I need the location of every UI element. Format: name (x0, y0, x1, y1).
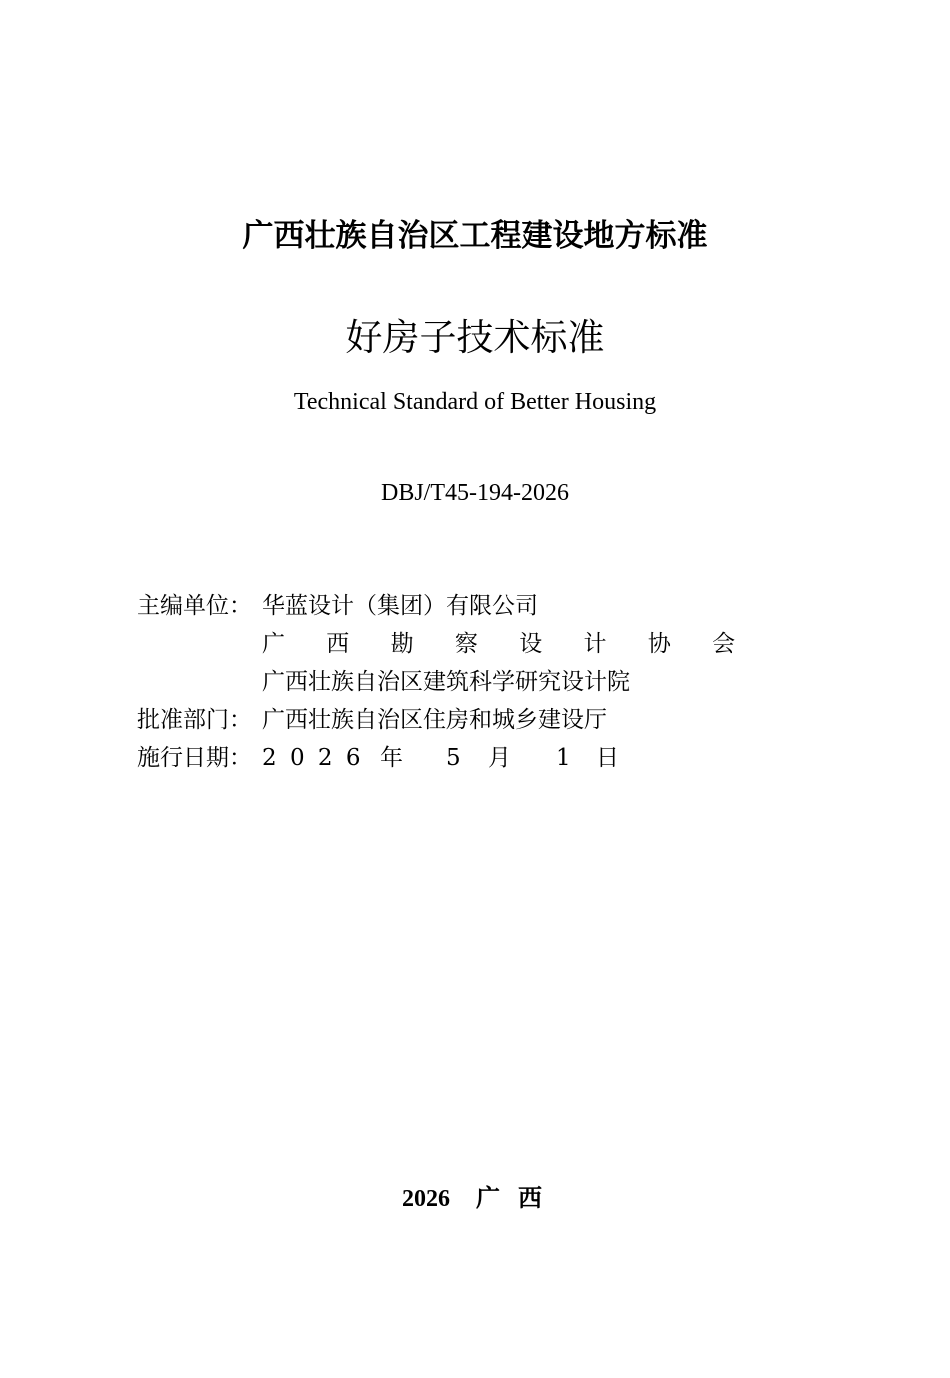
approval-label: 批准部门： (137, 707, 252, 733)
approval-department: 广西壮族自治区住房和城乡建设厅 (262, 707, 607, 733)
effective-month-unit: 月 (488, 745, 511, 771)
document-title: 好房子技术标准 (345, 316, 605, 359)
effective-year-unit: 年 (380, 745, 403, 771)
approval-row (137, 701, 607, 739)
publication-footer (0, 1183, 950, 1215)
publication-place: 广 西 (476, 1186, 548, 1212)
effective-date (262, 745, 619, 771)
chief-editor-1: 华蓝设计（集团）有限公司 (262, 593, 538, 619)
effective-date-label: 施行日期： (137, 745, 252, 771)
effective-year: 2 0 2 6 (262, 745, 364, 771)
standard-code: DBJ/T45-194-2026 (381, 480, 569, 506)
chief-editor-3 (262, 663, 630, 701)
chief-editor-2 (262, 625, 752, 663)
chief-editor-label: 主编单位： (137, 593, 252, 619)
effective-day-unit: 日 (596, 745, 619, 771)
effective-date-row (137, 739, 619, 777)
series-title: 广西壮族自治区工程建设地方标准 (242, 218, 708, 254)
chief-editor-row (137, 587, 538, 625)
publication-year: 2026 (402, 1186, 450, 1212)
english-title: Technical Standard of Better Housing (293, 389, 657, 415)
chief-editor-2-text: 广 西 勘 察 设 计 协 会 (262, 631, 753, 657)
effective-day: 1 (556, 745, 571, 771)
chief-editor-3-text: 广西壮族自治区建筑科学研究设计院 (262, 669, 630, 695)
effective-month: 5 (446, 745, 461, 771)
